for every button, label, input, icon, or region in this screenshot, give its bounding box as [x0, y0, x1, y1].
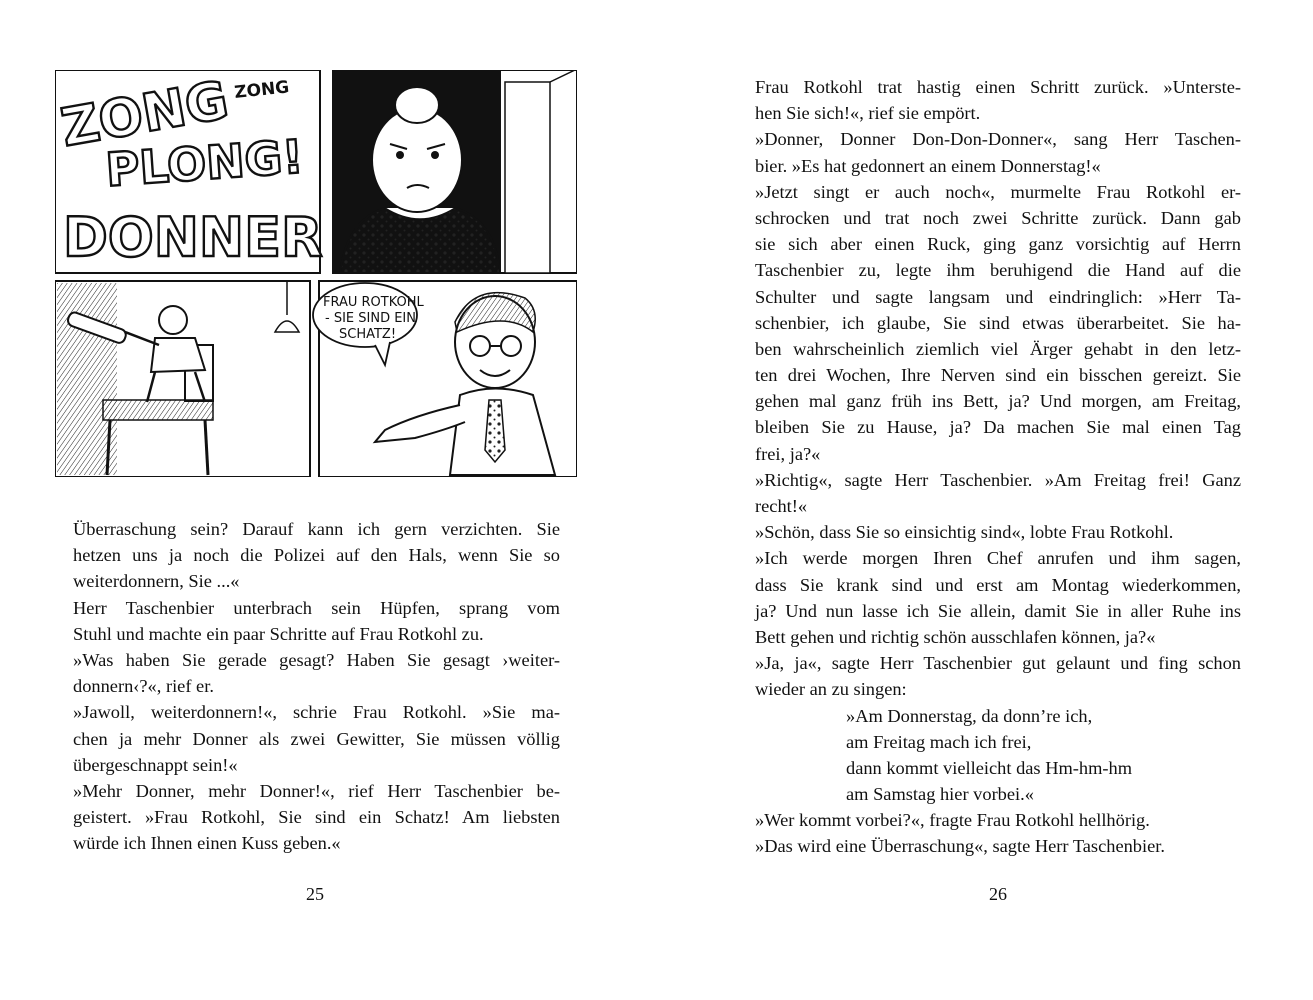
text-line: »Schön, dass Sie so einsichtig sind«, lobte Frau Rotkohl.: [755, 522, 1174, 543]
text-line: »Jawoll, weiterdonnern!«, schrie Frau Rotkohl. »Sie ma-: [73, 702, 560, 723]
comic-strip-illustration: [55, 70, 577, 477]
text-line: ja? Und nun lasse ich Sie allein, damit Sie in aller Ruhe ins: [755, 600, 1241, 621]
page-number-left: 25: [306, 884, 324, 904]
text-line: schenbier, ich glaube, Sie sind etwas überarbeitet. Sie ha-: [755, 312, 1241, 333]
text-line: »Donner, Donner Don-Don-Donner«, sang Herr Taschen-: [755, 129, 1241, 150]
text-line: »Richtig«, sagte Herr Taschenbier. »Am Freitag frei! Ganz: [755, 469, 1241, 490]
verse-line: am Samstag hier vorbei.«: [846, 784, 1034, 805]
text-line: recht!«: [755, 496, 808, 516]
text-line: »Jetzt singt er auch noch«, murmelte Frau Rotkohl er-: [755, 181, 1241, 202]
verse-line: dann kommt vielleicht das Hm-hm-hm: [846, 757, 1133, 778]
text-line: »Wer kommt vorbei?«, fragte Frau Rotkohl hellhörig.: [755, 810, 1150, 831]
text-line: hetzen uns ja noch die Polizei auf den Hals, wenn Sie so: [73, 545, 560, 566]
sfx-plong: PLONG!: [104, 129, 306, 197]
right-page: [656, 0, 1313, 1000]
text-line: geistert. »Frau Rotkohl, Sie sind ein Schatz! Am liebsten: [73, 807, 560, 828]
text-line: Frau Rotkohl trat hastig einen Schritt zurück. »Unterste-: [755, 77, 1241, 97]
comic-panel-taschenbier-speech: [313, 281, 577, 477]
text-line: »Was haben Sie gerade gesagt? Haben Sie gesagt ›weiter-: [73, 649, 560, 670]
text-line: übergeschnappt sein!«: [73, 754, 238, 775]
page-number-right: 26: [989, 884, 1007, 904]
verse-line: »Am Donnerstag, da donn’re ich,: [846, 705, 1093, 726]
text-line: dass Sie krank sind und erst am Montag wiederkommen,: [755, 574, 1241, 595]
right-page-text: [755, 74, 1241, 860]
text-line: frei, ja?«: [755, 443, 821, 464]
text-line: wieder an zu singen:: [755, 679, 907, 700]
text-line: donnern‹?«, rief er.: [73, 676, 214, 697]
text-line: Überraschung sein? Darauf kann ich gern verzichten. Sie: [73, 519, 560, 539]
verse-line: am Freitag mach ich frei,: [846, 731, 1032, 752]
text-line: würde ich Ihnen einen Kuss geben.«: [73, 833, 341, 854]
text-line: Herr Taschenbier unterbrach sein Hüpfen, sprang vom: [73, 597, 560, 618]
text-line: schrocken und trat noch zwei Schritte zurück. Dann gab: [755, 207, 1241, 228]
text-line: »Ja, ja«, sagte Herr Taschenbier gut gelaunt und fing schon: [755, 653, 1241, 674]
sfx-zong-small: ZONG: [233, 77, 291, 103]
text-line: gehen mal ganz früh ins Bett, ja? Und morgen, am Freitag,: [755, 391, 1241, 412]
comic-panel-frau-rotkohl-door: [333, 70, 577, 273]
text-line: bleiben Sie zu Hause, ja? Da machen Sie mal einen Tag: [755, 417, 1241, 438]
comic-panel-sound-effects: [55, 70, 323, 273]
text-line: ten drei Wochen, Ihre Nerven sind ein bisschen gereizt. Sie: [755, 365, 1241, 386]
speech-bubble-line-2: - SIE SIND EIN: [325, 311, 416, 326]
sfx-donner: DONNER: [63, 206, 323, 269]
comic-panel-taschenbier-on-chair: [55, 281, 310, 477]
text-line: Stuhl und machte ein paar Schritte auf Frau Rotkohl zu.: [73, 623, 484, 644]
text-line: weiterdonnern, Sie ...«: [73, 571, 240, 592]
sfx-zong-large: ZONG: [56, 70, 233, 159]
text-line: sie sich aber einen Ruck, ging ganz vorsichtig auf Herrn: [755, 234, 1241, 255]
left-page: [0, 0, 656, 1000]
text-line: bier. »Es hat gedonnert an einem Donnerstag!«: [755, 155, 1101, 176]
speech-bubble-line-1: FRAU ROTKOHL: [323, 295, 424, 310]
text-line: Schulter und sagte langsam und eindringlich: »Herr Ta-: [755, 286, 1241, 307]
text-line: chen ja mehr Donner als zwei Gewitter, Sie müssen völlig: [73, 728, 560, 749]
text-line: »Das wird eine Überraschung«, sagte Herr Taschenbier.: [755, 836, 1165, 857]
text-line: Bett gehen und richtig schön ausschlafen können, ja?«: [755, 626, 1156, 647]
text-line: »Mehr Donner, mehr Donner!«, rief Herr Taschenbier be-: [73, 780, 560, 801]
text-line: ben wahrscheinlich ziemlich viel Ärger gehabt in den letz-: [755, 338, 1241, 359]
text-line: Taschenbier zu, legte ihm beruhigend die Hand auf die: [755, 260, 1241, 281]
text-line: hen Sie sich!«, rief sie empört.: [755, 103, 981, 124]
speech-bubble-line-3: SCHATZ!: [339, 327, 397, 342]
text-line: »Ich werde morgen Ihren Chef anrufen und ihm sagen,: [755, 548, 1241, 569]
left-page-text: [73, 516, 560, 856]
